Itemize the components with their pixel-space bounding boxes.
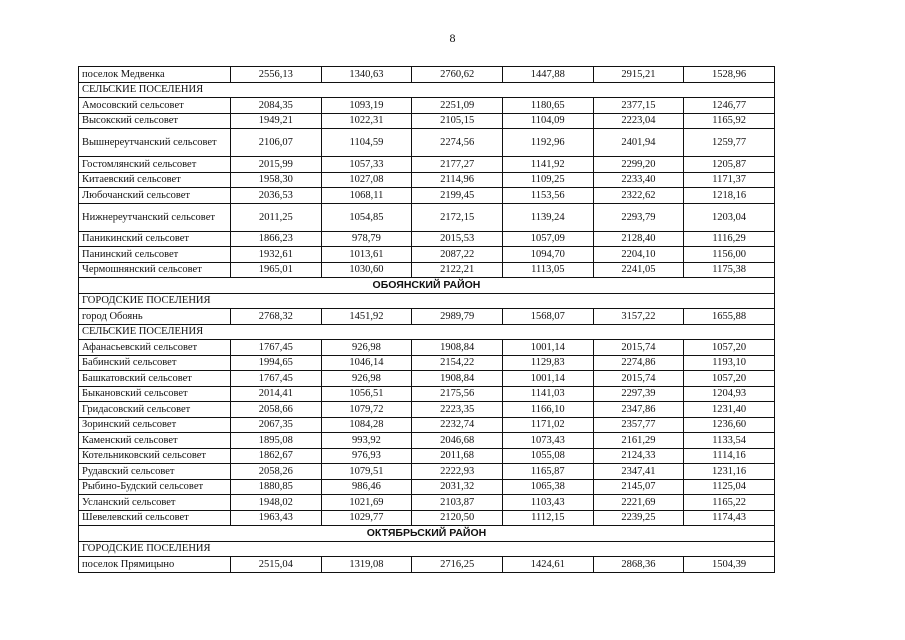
value-cell: 1231,40 — [684, 402, 775, 418]
value-cell: 2515,04 — [231, 557, 322, 573]
value-cell: 2299,20 — [593, 157, 684, 173]
value-cell: 2011,68 — [412, 448, 503, 464]
settlement-name-cell: Котельниковский сельсовет — [79, 448, 231, 464]
value-cell: 1218,16 — [684, 188, 775, 204]
value-cell: 2172,15 — [412, 203, 503, 231]
section-label: ГОРОДСКИЕ ПОСЕЛЕНИЯ — [79, 541, 775, 557]
settlement-name-cell: Рудавский сельсовет — [79, 464, 231, 480]
value-cell: 1057,09 — [502, 231, 593, 247]
table-row — [79, 113, 775, 129]
settlement-name-cell: Гридасовский сельсовет — [79, 402, 231, 418]
value-cell: 2128,40 — [593, 231, 684, 247]
value-cell: 2251,09 — [412, 98, 503, 114]
settlement-name-cell: Быкановский сельсовет — [79, 386, 231, 402]
value-cell: 1165,87 — [502, 464, 593, 480]
value-cell: 2716,25 — [412, 557, 503, 573]
value-cell: 2014,41 — [231, 386, 322, 402]
value-cell: 2204,10 — [593, 247, 684, 263]
value-cell: 1093,19 — [321, 98, 412, 114]
value-cell: 1166,10 — [502, 402, 593, 418]
value-cell: 2293,79 — [593, 203, 684, 231]
value-cell: 1113,05 — [502, 262, 593, 278]
value-cell: 1022,31 — [321, 113, 412, 129]
value-cell: 2106,07 — [231, 129, 322, 157]
value-cell: 2011,25 — [231, 203, 322, 231]
value-cell: 2223,04 — [593, 113, 684, 129]
settlement-name-cell: Паникинский сельсовет — [79, 231, 231, 247]
value-cell: 2015,74 — [593, 340, 684, 356]
value-cell: 1114,16 — [684, 448, 775, 464]
value-cell: 1141,92 — [502, 157, 593, 173]
value-cell: 1027,08 — [321, 172, 412, 188]
value-cell: 2124,33 — [593, 448, 684, 464]
settlement-name-cell: Гостомлянский сельсовет — [79, 157, 231, 173]
tariff-table — [78, 66, 775, 573]
value-cell: 1094,70 — [502, 247, 593, 263]
table-row — [79, 188, 775, 204]
table-row — [79, 371, 775, 387]
value-cell: 2199,45 — [412, 188, 503, 204]
value-cell: 976,93 — [321, 448, 412, 464]
value-cell: 2347,86 — [593, 402, 684, 418]
table-row — [79, 448, 775, 464]
value-cell: 1958,30 — [231, 172, 322, 188]
value-cell: 1231,16 — [684, 464, 775, 480]
value-cell: 1104,59 — [321, 129, 412, 157]
value-cell: 1139,24 — [502, 203, 593, 231]
table-row — [79, 98, 775, 114]
district-header-row — [79, 526, 775, 542]
value-cell: 986,46 — [321, 479, 412, 495]
value-cell: 2232,74 — [412, 417, 503, 433]
settlement-name-cell: Каменский сельсовет — [79, 433, 231, 449]
settlement-name-cell: Усланский сельсовет — [79, 495, 231, 511]
table-row — [79, 247, 775, 263]
value-cell: 1057,33 — [321, 157, 412, 173]
value-cell: 1259,77 — [684, 129, 775, 157]
value-cell: 2401,94 — [593, 129, 684, 157]
value-cell: 2760,62 — [412, 67, 503, 83]
value-cell: 1084,28 — [321, 417, 412, 433]
section-label: ГОРОДСКИЕ ПОСЕЛЕНИЯ — [79, 293, 775, 309]
value-cell: 1994,65 — [231, 355, 322, 371]
table-row — [79, 172, 775, 188]
value-cell: 1908,84 — [412, 340, 503, 356]
settlement-name-cell: Зоринский сельсовет — [79, 417, 231, 433]
value-cell: 1319,08 — [321, 557, 412, 573]
value-cell: 1055,08 — [502, 448, 593, 464]
table-row — [79, 262, 775, 278]
table-row — [79, 386, 775, 402]
value-cell: 1568,07 — [502, 309, 593, 325]
value-cell: 2239,25 — [593, 510, 684, 526]
value-cell: 2161,29 — [593, 433, 684, 449]
value-cell: 2103,87 — [412, 495, 503, 511]
value-cell: 2031,32 — [412, 479, 503, 495]
value-cell: 1528,96 — [684, 67, 775, 83]
value-cell: 2015,74 — [593, 371, 684, 387]
section-label: СЕЛЬСКИЕ ПОСЕЛЕНИЯ — [79, 324, 775, 340]
value-cell: 1109,25 — [502, 172, 593, 188]
value-cell: 993,92 — [321, 433, 412, 449]
value-cell: 1057,20 — [684, 371, 775, 387]
settlement-name-cell: Панинский сельсовет — [79, 247, 231, 263]
value-cell: 2177,27 — [412, 157, 503, 173]
value-cell: 2122,21 — [412, 262, 503, 278]
value-cell: 2036,53 — [231, 188, 322, 204]
table-row — [79, 67, 775, 83]
value-cell: 1866,23 — [231, 231, 322, 247]
value-cell: 2046,68 — [412, 433, 503, 449]
table-row — [79, 157, 775, 173]
table-row — [79, 355, 775, 371]
settlement-name-cell: Амосовский сельсовет — [79, 98, 231, 114]
value-cell: 1192,96 — [502, 129, 593, 157]
value-cell: 2274,56 — [412, 129, 503, 157]
table-row — [79, 129, 775, 157]
value-cell: 2084,35 — [231, 98, 322, 114]
value-cell: 1057,20 — [684, 340, 775, 356]
value-cell: 1447,88 — [502, 67, 593, 83]
table-row — [79, 340, 775, 356]
value-cell: 1116,29 — [684, 231, 775, 247]
value-cell: 1054,85 — [321, 203, 412, 231]
value-cell: 1193,10 — [684, 355, 775, 371]
table-row — [79, 464, 775, 480]
table-row — [79, 510, 775, 526]
settlement-name-cell: город Обоянь — [79, 309, 231, 325]
section-header-row — [79, 82, 775, 98]
settlement-name-cell: поселок Прямицыно — [79, 557, 231, 573]
value-cell: 1141,03 — [502, 386, 593, 402]
value-cell: 2145,07 — [593, 479, 684, 495]
value-cell: 1175,38 — [684, 262, 775, 278]
settlement-name-cell: поселок Медвенка — [79, 67, 231, 83]
value-cell: 1965,01 — [231, 262, 322, 278]
settlement-name-cell: Вышнереутчанский сельсовет — [79, 129, 231, 157]
table-row — [79, 479, 775, 495]
value-cell: 1424,61 — [502, 557, 593, 573]
value-cell: 1236,60 — [684, 417, 775, 433]
settlement-name-cell: Чермошнянский сельсовет — [79, 262, 231, 278]
value-cell: 2556,13 — [231, 67, 322, 83]
value-cell: 2015,99 — [231, 157, 322, 173]
value-cell: 2221,69 — [593, 495, 684, 511]
value-cell: 2868,36 — [593, 557, 684, 573]
value-cell: 2274,86 — [593, 355, 684, 371]
section-header-row — [79, 324, 775, 340]
value-cell: 1056,51 — [321, 386, 412, 402]
district-name: ОКТЯБРЬСКИЙ РАЙОН — [79, 526, 775, 542]
value-cell: 1046,14 — [321, 355, 412, 371]
value-cell: 926,98 — [321, 371, 412, 387]
value-cell: 2015,53 — [412, 231, 503, 247]
value-cell: 2067,35 — [231, 417, 322, 433]
value-cell: 1171,02 — [502, 417, 593, 433]
value-cell: 2087,22 — [412, 247, 503, 263]
value-cell: 1013,61 — [321, 247, 412, 263]
value-cell: 1451,92 — [321, 309, 412, 325]
value-cell: 978,79 — [321, 231, 412, 247]
value-cell: 1079,72 — [321, 402, 412, 418]
value-cell: 1079,51 — [321, 464, 412, 480]
value-cell: 2058,66 — [231, 402, 322, 418]
value-cell: 1165,92 — [684, 113, 775, 129]
value-cell: 1655,88 — [684, 309, 775, 325]
value-cell: 2058,26 — [231, 464, 322, 480]
value-cell: 1767,45 — [231, 340, 322, 356]
section-header-row — [79, 293, 775, 309]
value-cell: 926,98 — [321, 340, 412, 356]
value-cell: 2222,93 — [412, 464, 503, 480]
table-row — [79, 495, 775, 511]
value-cell: 1174,43 — [684, 510, 775, 526]
table-row — [79, 433, 775, 449]
page-number: 8 — [449, 31, 456, 45]
settlement-name-cell: Рыбино-Будский сельсовет — [79, 479, 231, 495]
value-cell: 1001,14 — [502, 371, 593, 387]
district-name: ОБОЯНСКИЙ РАЙОН — [79, 278, 775, 294]
value-cell: 1156,00 — [684, 247, 775, 263]
section-header-row — [79, 541, 775, 557]
value-cell: 2175,56 — [412, 386, 503, 402]
value-cell: 2105,15 — [412, 113, 503, 129]
value-cell: 2241,05 — [593, 262, 684, 278]
value-cell: 1068,11 — [321, 188, 412, 204]
value-cell: 2297,39 — [593, 386, 684, 402]
table-row — [79, 402, 775, 418]
settlement-name-cell: Высокский сельсовет — [79, 113, 231, 129]
value-cell: 1340,63 — [321, 67, 412, 83]
value-cell: 1171,37 — [684, 172, 775, 188]
value-cell: 1203,04 — [684, 203, 775, 231]
value-cell: 1129,83 — [502, 355, 593, 371]
value-cell: 2768,32 — [231, 309, 322, 325]
value-cell: 1021,69 — [321, 495, 412, 511]
value-cell: 1112,15 — [502, 510, 593, 526]
value-cell: 2989,79 — [412, 309, 503, 325]
value-cell: 1880,85 — [231, 479, 322, 495]
value-cell: 2233,40 — [593, 172, 684, 188]
value-cell: 1133,54 — [684, 433, 775, 449]
value-cell: 3157,22 — [593, 309, 684, 325]
value-cell: 2377,15 — [593, 98, 684, 114]
value-cell: 2154,22 — [412, 355, 503, 371]
value-cell: 2347,41 — [593, 464, 684, 480]
settlement-name-cell: Бабинский сельсовет — [79, 355, 231, 371]
value-cell: 1153,56 — [502, 188, 593, 204]
value-cell: 1932,61 — [231, 247, 322, 263]
value-cell: 1908,84 — [412, 371, 503, 387]
value-cell: 1949,21 — [231, 113, 322, 129]
table-row — [79, 203, 775, 231]
value-cell: 1029,77 — [321, 510, 412, 526]
value-cell: 1030,60 — [321, 262, 412, 278]
section-label: СЕЛЬСКИЕ ПОСЕЛЕНИЯ — [79, 82, 775, 98]
value-cell: 1504,39 — [684, 557, 775, 573]
value-cell: 1204,93 — [684, 386, 775, 402]
value-cell: 2915,21 — [593, 67, 684, 83]
value-cell: 1165,22 — [684, 495, 775, 511]
settlement-name-cell: Башкатовский сельсовет — [79, 371, 231, 387]
value-cell: 2114,96 — [412, 172, 503, 188]
value-cell: 1246,77 — [684, 98, 775, 114]
value-cell: 1895,08 — [231, 433, 322, 449]
table-row — [79, 417, 775, 433]
value-cell: 1963,43 — [231, 510, 322, 526]
table-body — [79, 67, 775, 573]
value-cell: 1103,43 — [502, 495, 593, 511]
settlement-name-cell: Шевелевский сельсовет — [79, 510, 231, 526]
settlement-name-cell: Нижнереутчанский сельсовет — [79, 203, 231, 231]
value-cell: 1767,45 — [231, 371, 322, 387]
settlement-name-cell: Афанасьевский сельсовет — [79, 340, 231, 356]
settlement-name-cell: Любочанский сельсовет — [79, 188, 231, 204]
value-cell: 1001,14 — [502, 340, 593, 356]
table-row — [79, 231, 775, 247]
value-cell: 2120,50 — [412, 510, 503, 526]
settlement-name-cell: Китаевский сельсовет — [79, 172, 231, 188]
table-row — [79, 309, 775, 325]
district-header-row — [79, 278, 775, 294]
value-cell: 1180,65 — [502, 98, 593, 114]
value-cell: 1205,87 — [684, 157, 775, 173]
value-cell: 1948,02 — [231, 495, 322, 511]
value-cell: 1073,43 — [502, 433, 593, 449]
value-cell: 1104,09 — [502, 113, 593, 129]
value-cell: 1125,04 — [684, 479, 775, 495]
table-row — [79, 557, 775, 573]
value-cell: 2357,77 — [593, 417, 684, 433]
value-cell: 2223,35 — [412, 402, 503, 418]
value-cell: 1065,38 — [502, 479, 593, 495]
value-cell: 1862,67 — [231, 448, 322, 464]
value-cell: 2322,62 — [593, 188, 684, 204]
